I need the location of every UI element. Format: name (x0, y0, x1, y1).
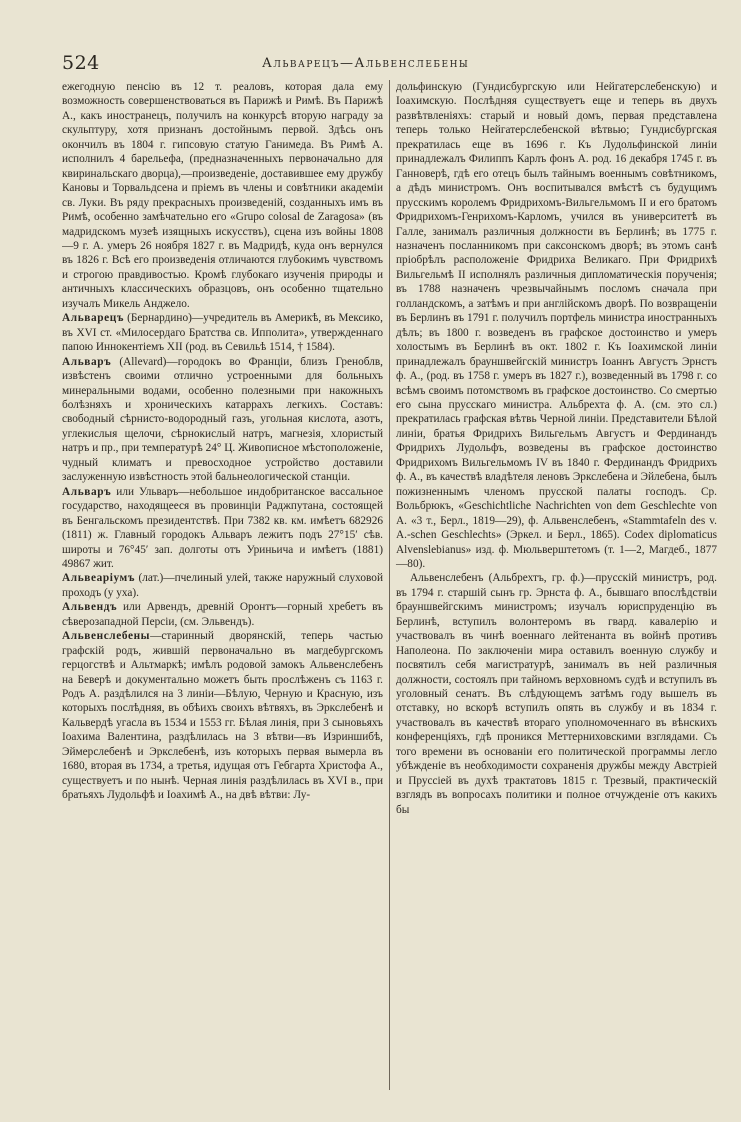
page-number: 524 (62, 52, 100, 74)
entry-text: (Allevard)—городокъ во Франціи, близъ Греноблв, извѣстенъ своими отлично устроенными для больныхъ минеральными водами, особенно полезными при накожныхъ болѣзняхъ и хроническихъ катаррахъ легкихъ. Составъ: свободный сѣрнисто-водородный газъ, угольная кислота, азотъ, углекислыя щелочи, сѣрнокислый натръ, магнезія, хлористый натръ и пр., при температурѣ 24° Ц. Живописное мѣстоположеніе, чудный климатъ и превосходное устройство доставили заслуженную извѣстность этой бальнеологической станціи. (62, 355, 383, 484)
left-column (62, 80, 390, 1090)
page-header (62, 46, 717, 80)
entry-headword: Альвендъ (62, 601, 118, 614)
entry (62, 355, 383, 485)
entry-text: или Арвендъ, древній Оронтъ—горный хребетъ въ сѣверозападной Персіи, (см. Эльвендъ). (62, 601, 383, 628)
entry (62, 485, 383, 572)
entry (62, 600, 383, 629)
entry (62, 80, 383, 311)
entry-text: ежегодную пенсію въ 12 т. реаловъ, которая дала ему возможность совершенствоваться въ Парижѣ и Римѣ. Въ Парижѣ А., какъ иностранецъ, получилъ на конкурсѣ вторую награду за скульптуру, хотя признанъ достойнымъ первой. Здѣсь онъ окончилъ въ 1804 г. гипсовую статую Ганимеда. Въ Римѣ А. исполнилъ 4 барельефа, (предназначенныхъ первоначально для квиринальскаго дворца),—произведеніе, доставившее ему дружбу Кановы и Торвальдсена и пріемъ въ члены и совѣтники академіи св. Луки. Въ ряду прекрасныхъ произведеній, созданныхъ имъ въ Римѣ, особенно замѣчательно его «Grupo colosal de Zaragosa» (въ мадридскомъ музеѣ изящныхъ искусствъ), сцена изъ войны 1808—9 г. А. умеръ 26 ноября 1827 г. въ Мадридѣ, куда онъ вернулся въ 1826 г. Всѣ его произведенія отличаются глубокимъ чувствомъ и строгою правдивостью. Кромѣ глубокаго изученія природы и античныхъ классическихъ образцовъ, онъ особенно тщательно изучалъ Микель Анджело. (62, 81, 383, 310)
entry (62, 311, 383, 354)
entry (62, 629, 383, 802)
entry-headword: Альвеаріумъ (62, 572, 136, 585)
entry-text: (лат.)—пчелиный улей, также наружный слуховой проходъ (у уха). (62, 572, 383, 599)
entry (62, 571, 383, 600)
entry-text: или Ульваръ—небольшое индобританское вассальное государство, находящееся въ провинціи Раджпутана, состоящей въ Бенгальскомъ президентствѣ. При 7382 кв. км. имѣетъ 682926 (1811) ж. Главный городокъ Альваръ лежитъ подъ 27°15′ сѣв. широты и 76°45′ зап. долготы отъ Уриньича и имѣетъ (1881) 49867 жит. (62, 485, 383, 570)
entry-text: —старинный дворянскій, теперь частью графскій родъ, жившій первоначально въ магдебургскомъ герцогствѣ и Альтмаркѣ; имѣлъ родовой замокъ Альвенслебенъ на Беверѣ и документально можетъ быть прослѣженъ съ 1163 г. Родъ А. раздѣлился на 3 линіи—Бѣлую, Черную и Красную, изъ которыхъ послѣдняя, въ обѣихъ своихъ вѣтвяхъ, въ Эркслебенѣ и Кальвердѣ угасла въ 1534 и 1553 гг. Бѣлая линія, при 3 сыновьяхъ Іоахима Валентина, раздѣлилась на 3 вѣтви—въ Изриншибѣ, Эймерслебенѣ и Эркслебенѣ, изъ которыхъ первая вымерла въ 1680, вторая въ 1734, а третья, идущая отъ Гебгарта Христофа А., существуетъ и по нынѣ. Черная линія раздѣлилась въ XVI в., при братьяхъ Лудольфѣ и Іоахимѣ А., на двѣ вѣтви: Лу- (62, 630, 383, 802)
entry: Альвенслебенъ (Альбрехтъ, гр. ф.)—прусскій министръ, род. въ 1794 г. старшій сынъ гр. Эрнста ф. А., бывшаго впослѣдствіи брауншвейгскимъ министромъ; изучалъ юриспруденцію въ Берлинѣ, вступилъ волонтеромъ въ гвард. кавалерію и участвовалъ въ чинѣ военнаго лейтенанта въ войнѣ противъ Наполеона. По заключеніи мира оставилъ военную службу и посвятилъ себя магистратурѣ, занималъ въ ней различныя должности, состоялъ при тайномъ верховномъ судѣ и вступилъ въ уголовный сенатъ. Въ слѣдующемъ затѣмъ году вышелъ въ отставку, но вскорѣ вступилъ опять въ службу и въ 1834 г. участвовалъ въ качествѣ втораго уполномоченнаго въ вѣнскихъ конференціяхъ, гдѣ проникся Меттерниховскими взглядами. Съ того времени въ основаніи его политической программы легло убѣжденіе въ необходимости сохраненія дружбы между Австріей и Пруссіей въ духѣ трактатовъ 1815 г. Трезвый, практическій взглядъ въ вопросахъ политики и полное отчужденіе отъ какихъ бы (396, 572, 717, 816)
entry-text: (Бернардино)—учредитель въ Америкѣ, въ Мексико, въ XVI ст. «Милосердаго Братства св. Ипполита», утвержденнаго папою Иннокентіемъ XII (род. въ Севильѣ 1514, † 1584). (62, 312, 383, 354)
text-columns (62, 80, 717, 1090)
entry-headword: Альваръ (62, 355, 112, 368)
entry-headword: Альвенслебены (62, 630, 151, 643)
entry-continuation: дольфинскую (Гундисбургскую или Нейгатерслебенскую) и Іоахимскую. Послѣдняя существуетъ еще и теперь въ двухъ развѣтвленіяхъ: старый и новый домъ, первая представлена теперь только Нейгатерслебенской вѣтвью; Гундисбургская прекратилась еще въ 1696 г. Къ Лудольфинской линіи принадлежалъ Филиппъ Карлъ фонъ А. род. 16 декабря 1745 г. въ Ганноверѣ, гдѣ его отецъ былъ тайнымъ военнымъ совѣтникомъ, а дѣдъ министромъ. Онъ воспитывался вмѣстѣ съ будущимъ прусскимъ королемъ Фридрихомъ-Вильгельмомъ II и его братомъ Фридрихомъ-Генрихомъ-Карломъ, учился въ университетѣ въ Галле, занималъ различныя должности въ Берлинѣ; въ 1775 г. назначенъ посланникомъ при саксонскомъ дворѣ; въ этомъ санѣ пріобрѣлъ расположеніе Фридриха Великаго. При Фридрихѣ Вильгельмѣ II исполнялъ различныя дипломатическія порученія; въ 1788 назначенъ чрезвычайнымъ посломъ сначала при голландскомъ, а затѣмъ и при англійскомъ дворѣ. По возвращеніи въ Берлинъ въ 1791 г. получилъ портфель министра иностранныхъ дѣлъ; въ 1800 г. возведенъ въ графское достоинство и умеръ холостымъ въ Берлинѣ въ окт. 1802 г. Къ Іоахимской линіи принадлежалъ брауншвейгскій министръ Іоаннъ Августъ Эрнстъ ф. А., (род. въ 1758 г. умеръ въ 1827 г.), возведенный въ 1798 г. со всѣмъ своимъ потомствомъ въ графское достоинство. Со смертью его сына прусскаго министра. Альбрехта ф. А. (см. это сл.) прекратилась графская вѣтвь Черной линіи. Представители Бѣлой линіи, братья Фридрихъ Вильгельмъ Августъ и Фердинандъ Фридрихъ Лудольфъ, возведены въ графское достоинство Фридрихомъ Вильгельмомъ IV въ 1840 г. Фердинандъ Фридрихъ ф. А., въ качествѣ владѣтеля леновъ Эркслебена и Эйлебена, былъ пожизненнымъ членомъ прусской палаты господъ. Ср. Вольбрюкъ, «Geschichtliche Nachrichten von dem Geschlechte von A. «3 т., Берл., 1819—29), ф. Альвенслебенъ, «Stammtafeln des v. A.-schen Geschlechts» (Эркел. и Берл., 1865). Codex diplomaticus Alvenslebianus» изд. ф. Мюльверштетомъ (т. 1—2, Магдеб., 1877—80). (396, 81, 717, 570)
entry-headword: Альварецъ (62, 312, 125, 325)
running-head: Альварецъ—Альвенслебены (262, 56, 470, 71)
right-column (390, 80, 717, 1090)
entry-headword: Альваръ (62, 485, 112, 498)
